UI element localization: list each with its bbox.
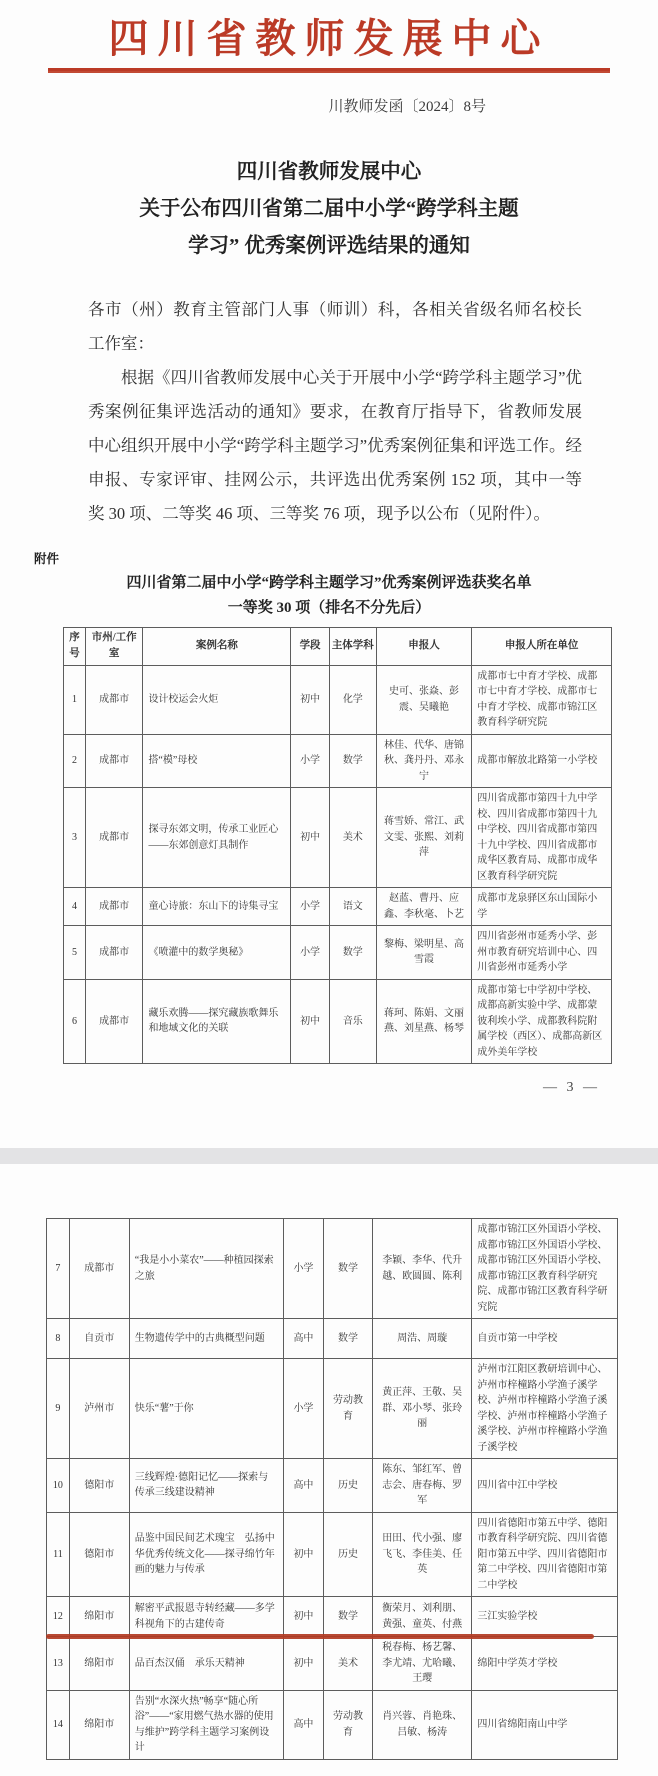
table-header-row bbox=[64, 628, 612, 666]
notice-title-line2: 关于公布四川省第二届中小学“跨学科主题 bbox=[139, 198, 519, 220]
table-cell: 劳动教育 bbox=[323, 1359, 372, 1459]
table-cell: 蒋珂、陈娟、文丽燕、刘星燕、杨琴 bbox=[376, 979, 471, 1064]
table-row bbox=[64, 788, 612, 888]
award-table-title bbox=[0, 571, 658, 621]
document-page-2 bbox=[0, 1164, 658, 1776]
table-cell: 12 bbox=[47, 1597, 70, 1637]
body-paragraph: 根据《四川省教师发展中心关于开展中小学“跨学科主题学习”优秀案例征集评选活动的通知》要求，在教育厅指导下，省教师发展中心组织开展中小学“跨学科主题学习”优秀案例征集和评选工作。经申报、专家评审、挂网公示，共评选出优秀案例 152 项，其中一等奖 30 项、二等奖 46 项、三等奖 76 项，现予以公布（见附件）。 bbox=[88, 368, 582, 523]
table-cell: 泸州市 bbox=[69, 1359, 129, 1459]
table-cell: 数学 bbox=[323, 1219, 372, 1319]
table-cell: 成都市 bbox=[85, 734, 143, 788]
table-cell: 绵阳市 bbox=[69, 1690, 129, 1759]
table-cell: 成都市 bbox=[69, 1219, 129, 1319]
page-number: — 3 — bbox=[543, 1080, 600, 1096]
table-cell: 童心诗旅：东山下的诗集寻宝 bbox=[143, 888, 291, 926]
table-cell: 数学 bbox=[329, 734, 376, 788]
award-table-page1 bbox=[63, 627, 612, 1064]
column-header: 市州/工作室 bbox=[85, 628, 143, 666]
table-cell: 李颖、李华、代升越、欧圆圆、陈利 bbox=[373, 1219, 472, 1319]
table-cell: 藏乐欢腾——探究藏族歌舞乐和地域文化的关联 bbox=[143, 979, 291, 1064]
table-cell: 陈东、邹红军、曾志会、唐春梅、罗军 bbox=[373, 1459, 472, 1513]
table-row bbox=[64, 888, 612, 926]
table-cell: 绵阳市 bbox=[69, 1637, 129, 1691]
letterhead-divider bbox=[48, 68, 610, 73]
table-cell: 四川省成都市第四十九中学校、四川省成都市第四十九中学校、四川省成都市第四十九中学校、四川省成都市成华区教育局、成都市成华区教育科学研究院 bbox=[472, 788, 612, 888]
table-cell: 德阳市 bbox=[69, 1459, 129, 1513]
table-cell: 三江实验学校 bbox=[472, 1597, 618, 1637]
column-header: 学段 bbox=[291, 628, 329, 666]
table-cell: 美术 bbox=[329, 788, 376, 888]
table-row bbox=[47, 1219, 618, 1319]
attachment-label: 附件 bbox=[34, 552, 60, 566]
table-row bbox=[47, 1512, 618, 1597]
table-cell: 绵阳中学英才学校 bbox=[472, 1637, 618, 1691]
table-cell: 劳动教育 bbox=[323, 1690, 372, 1759]
table-cell: 黄正萍、王敬、吴群、邓小琴、张玲丽 bbox=[373, 1359, 472, 1459]
table-cell: 四川省彭州市延秀小学、彭州市教育研究培训中心、四川省彭州市延秀小学 bbox=[472, 926, 612, 980]
column-header: 申报人所在单位 bbox=[472, 628, 612, 666]
table-row bbox=[47, 1359, 618, 1459]
table-cell: 9 bbox=[47, 1359, 70, 1459]
table-cell: 肖兴蓉、肖艳珠、吕敏、杨涛 bbox=[373, 1690, 472, 1759]
table-cell: 4 bbox=[64, 888, 86, 926]
column-header: 案例名称 bbox=[143, 628, 291, 666]
table-cell: 初中 bbox=[291, 979, 329, 1064]
table-cell: 数学 bbox=[323, 1319, 372, 1359]
table-cell: 探寻东郊文明，传承工业匠心——东郊创意灯具制作 bbox=[143, 788, 291, 888]
table-cell: 小学 bbox=[283, 1359, 323, 1459]
table-cell: 7 bbox=[47, 1219, 70, 1319]
salutation-paragraph: 各市（州）教育主管部门人事（师训）科，各相关省级名师名校长工作室： bbox=[88, 300, 582, 353]
notice-title-line3: 学习” 优秀案例评选结果的通知 bbox=[188, 235, 470, 257]
table-cell: 绵阳市 bbox=[69, 1597, 129, 1637]
table-cell: 成都市 bbox=[85, 926, 143, 980]
table-cell: 11 bbox=[47, 1512, 70, 1597]
notice-title-line1: 四川省教师发展中心 bbox=[236, 161, 422, 183]
document-number: 川教师发函〔2024〕8号 bbox=[328, 99, 486, 115]
table-cell: 泸州市江阳区教研培训中心、泸州市梓橦路小学渔子溪学校、泸州市梓橦路小学渔子溪学校、泸州市梓橦路小学渔子溪学校、泸州市梓橦路小学渔子溪学校 bbox=[472, 1359, 618, 1459]
table-cell: 田田、代小强、廖飞飞、李佳美、任英 bbox=[373, 1512, 472, 1597]
table-cell: 生物遗传学中的古典概型问题 bbox=[129, 1319, 283, 1359]
table-cell: 数学 bbox=[329, 926, 376, 980]
table-cell: 自贡市 bbox=[69, 1319, 129, 1359]
table-cell: 成都市解放北路第一小学校 bbox=[472, 734, 612, 788]
table-cell: 黎梅、梁明星、高雪霞 bbox=[376, 926, 471, 980]
table-cell: 初中 bbox=[291, 665, 329, 734]
table-row bbox=[64, 665, 612, 734]
table-cell: 14 bbox=[47, 1690, 70, 1759]
table-row bbox=[64, 926, 612, 980]
table-cell: 解密平武报恩寺转经藏——多学科视角下的古建传奇 bbox=[129, 1597, 283, 1637]
notice-title bbox=[0, 154, 658, 265]
table-cell: 设计校运会火炬 bbox=[143, 665, 291, 734]
table-cell: 历史 bbox=[323, 1459, 372, 1513]
notice-body bbox=[88, 293, 582, 531]
award-table-page2 bbox=[46, 1218, 618, 1760]
table-cell: 1 bbox=[64, 665, 86, 734]
table-cell: 成都市七中育才学校、成都市七中育才学校、成都市七中育才学校、成都市锦江区教育科学研究院 bbox=[472, 665, 612, 734]
table-cell: 数学 bbox=[323, 1597, 372, 1637]
table-cell: 10 bbox=[47, 1459, 70, 1513]
table-cell: 成都市 bbox=[85, 788, 143, 888]
table-cell: 四川省德阳市第五中学、德阳市教育科学研究院、四川省德阳市第五中学、四川省德阳市第二中学校、四川省德阳市第二中学校 bbox=[472, 1512, 618, 1597]
table-cell: 语文 bbox=[329, 888, 376, 926]
table-cell: 高中 bbox=[283, 1319, 323, 1359]
column-header: 主体学科 bbox=[329, 628, 376, 666]
table-cell: 成都市 bbox=[85, 665, 143, 734]
table-row bbox=[64, 979, 612, 1064]
table-cell: 成都市第七中学初中学校、成都高新实验中学、成都蒙彼利埃小学、成都教科院附属学校（西区）、成都高新区成外美年学校 bbox=[472, 979, 612, 1064]
table-cell: 品百杰汉俑 承乐天精神 bbox=[129, 1637, 283, 1691]
table-cell: 成都市龙泉驿区东山国际小学 bbox=[472, 888, 612, 926]
table-cell: 四川省中江中学校 bbox=[472, 1459, 618, 1513]
table-cell: 小学 bbox=[291, 888, 329, 926]
table-cell: 赵蓝、曹丹、应鑫、李秋毫、卜艺 bbox=[376, 888, 471, 926]
table-cell: 初中 bbox=[283, 1637, 323, 1691]
table-cell: 美术 bbox=[323, 1637, 372, 1691]
table-cell: 衡荣月、刘利朋、黄强、童英、付燕 bbox=[373, 1597, 472, 1637]
column-header: 序号 bbox=[64, 628, 86, 666]
award-table-title-line2: 一等奖 30 项（排名不分先后） bbox=[227, 600, 431, 616]
table-cell: 史可、张焱、彭震、吴曦艳 bbox=[376, 665, 471, 734]
table-cell: 小学 bbox=[283, 1219, 323, 1319]
table-cell: 告别“水深火热”畅享“随心所浴”——“家用燃气热水器的使用与维护”跨学科主题学习案例设计 bbox=[129, 1690, 283, 1759]
table-cell: 《喷灌中的数学奥秘》 bbox=[143, 926, 291, 980]
table-cell: 2 bbox=[64, 734, 86, 788]
table-row bbox=[47, 1690, 618, 1759]
table-cell: 初中 bbox=[283, 1597, 323, 1637]
table-cell: 三线辉煌·德阳记忆——探索与传承三线建设精神 bbox=[129, 1459, 283, 1513]
award-table-title-line1: 四川省第二届中小学“跨学科主题学习”优秀案例评选获奖名单 bbox=[126, 575, 532, 591]
table-cell: 历史 bbox=[323, 1512, 372, 1597]
table-cell: 快乐“薯”于你 bbox=[129, 1359, 283, 1459]
letterhead-title: 四川省教师发展中心 bbox=[108, 16, 550, 61]
table-cell: 13 bbox=[47, 1637, 70, 1691]
table-cell: 自贡市第一中学校 bbox=[472, 1319, 618, 1359]
table-cell: 高中 bbox=[283, 1459, 323, 1513]
table-cell: 成都市 bbox=[85, 979, 143, 1064]
table-cell: 初中 bbox=[283, 1512, 323, 1597]
table-cell: 化学 bbox=[329, 665, 376, 734]
table-cell: “我是小小菜农”——种植园探索之旅 bbox=[129, 1219, 283, 1319]
table-cell: 6 bbox=[64, 979, 86, 1064]
table-cell: 德阳市 bbox=[69, 1512, 129, 1597]
table-cell: 音乐 bbox=[329, 979, 376, 1064]
table-cell: 小学 bbox=[291, 734, 329, 788]
table-cell: 周浩、周璇 bbox=[373, 1319, 472, 1359]
page-separator bbox=[0, 1148, 658, 1164]
table-cell: 搭“模”母校 bbox=[143, 734, 291, 788]
column-header: 申报人 bbox=[376, 628, 471, 666]
table-cell: 蒋雪娇、常江、武文雯、张熙、刘莉萍 bbox=[376, 788, 471, 888]
table-cell: 小学 bbox=[291, 926, 329, 980]
table-row bbox=[47, 1459, 618, 1513]
table-cell: 8 bbox=[47, 1319, 70, 1359]
table-cell: 品鉴中国民间艺术瑰宝 弘扬中华优秀传统文化——探寻绵竹年画的魅力与传承 bbox=[129, 1512, 283, 1597]
table-row bbox=[47, 1597, 618, 1637]
table-row bbox=[47, 1637, 618, 1691]
table-cell: 5 bbox=[64, 926, 86, 980]
table-row bbox=[64, 734, 612, 788]
table-cell: 成都市锦江区外国语小学校、成都市锦江区外国语小学校、成都市锦江区外国语小学校、成都市锦江区教育科学研究院、成都市锦江区教育科学研究院 bbox=[472, 1219, 618, 1319]
award-table-header bbox=[64, 628, 612, 666]
table-cell: 初中 bbox=[291, 788, 329, 888]
table-cell: 四川省绵阳南山中学 bbox=[472, 1690, 618, 1759]
table-cell: 税春梅、杨艺馨、李尤靖、尤哈曦、王璎 bbox=[373, 1637, 472, 1691]
table-cell: 3 bbox=[64, 788, 86, 888]
table-cell: 成都市 bbox=[85, 888, 143, 926]
table-cell: 林佳、代华、唐锦秋、龚丹丹、邓永宁 bbox=[376, 734, 471, 788]
table-row bbox=[47, 1319, 618, 1359]
table-cell: 高中 bbox=[283, 1690, 323, 1759]
